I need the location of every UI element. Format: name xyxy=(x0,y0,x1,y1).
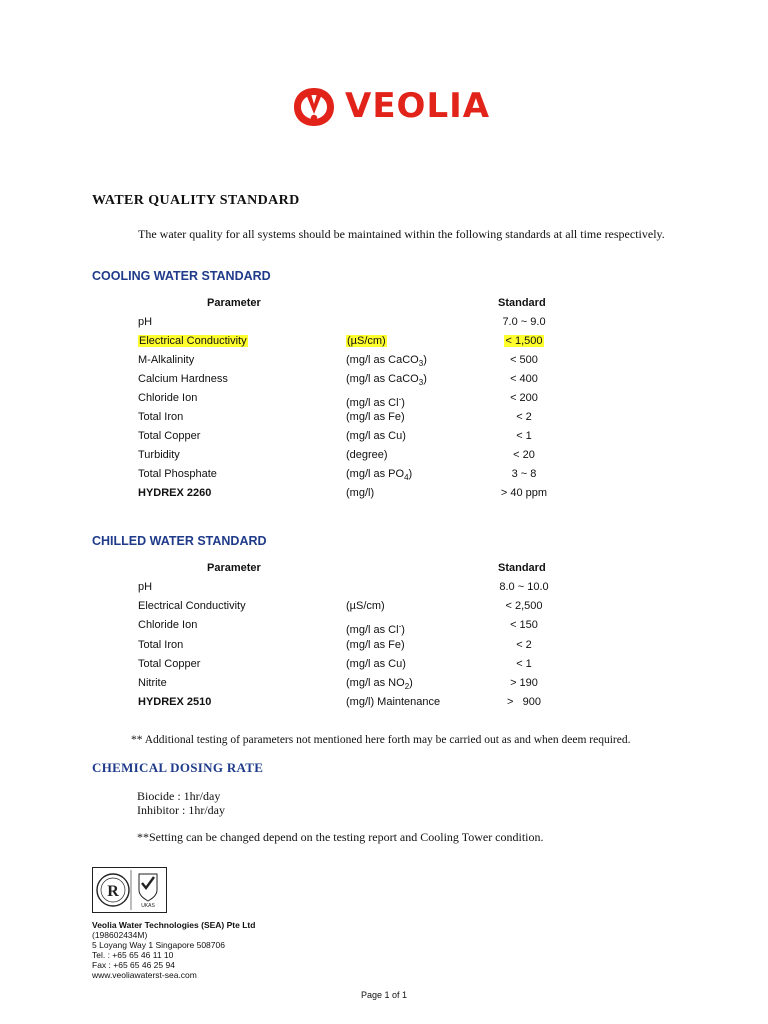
param-name: Total Phosphate xyxy=(138,468,217,480)
param-name: Chloride Ion xyxy=(138,619,198,632)
param-standard: 3 ~ 8 xyxy=(511,468,537,480)
param-standard: < 500 xyxy=(510,354,538,366)
certification-seal-icon xyxy=(93,868,166,912)
dosing-inhibitor: Inhibitor : 1hr/day xyxy=(137,803,225,817)
param-unit: (µS/cm) xyxy=(347,335,386,347)
param-standard: < 1 xyxy=(516,657,532,670)
footer-website[interactable]: www.veoliawaterst-sea.com xyxy=(92,970,197,980)
param-name: Chloride Ion xyxy=(138,392,198,404)
ukas-label: UKAS xyxy=(141,903,155,909)
param-name: pH xyxy=(138,581,153,593)
param-name: Total Iron xyxy=(138,638,184,651)
footer-fax: Fax : +65 65 46 25 94 xyxy=(92,960,175,970)
param-standard: < 200 xyxy=(510,392,538,404)
param-standard: 7.0 ~ 9.0 xyxy=(502,316,546,328)
page-number: Page 1 of 1 xyxy=(360,990,408,1000)
param-name: Electrical Conductivity xyxy=(138,600,246,613)
param-name: HYDREX 2510 xyxy=(138,696,212,709)
param-standard: < 400 xyxy=(510,373,538,385)
cooling-section-heading: COOLING WATER STANDARD xyxy=(92,269,271,283)
cooling-standard-header: Standard xyxy=(498,297,546,309)
param-unit: (mg/l as Cl-) xyxy=(346,621,405,637)
footer-registration: (198602434M) xyxy=(92,930,148,940)
chilled-section-heading: CHILLED WATER STANDARD xyxy=(92,534,267,548)
param-standard: < 2,500 xyxy=(505,600,543,613)
param-standard: < 150 xyxy=(510,619,538,632)
param-standard: < 1,500 xyxy=(505,335,543,347)
veolia-logo-icon xyxy=(290,84,338,130)
param-unit: (mg/l as Fe) xyxy=(346,638,405,651)
param-name: M-Alkalinity xyxy=(138,354,195,366)
param-unit: (mg/l as Cu) xyxy=(346,657,406,670)
param-name: Total Copper xyxy=(138,430,201,442)
param-name: Turbidity xyxy=(138,449,180,461)
param-name: Electrical Conductivity xyxy=(139,335,247,347)
param-unit: (mg/l as $NO_2$) xyxy=(346,677,413,692)
param-name: pH xyxy=(138,316,153,328)
document-title: WATER QUALITY STANDARD xyxy=(92,193,300,208)
param-unit: (mg/l as Cl-) xyxy=(346,394,405,409)
footer-company: Veolia Water Technologies (SEA) Pte Ltd xyxy=(92,920,256,930)
param-name: Nitrite xyxy=(138,677,167,689)
param-unit: (mg/l as Cu) xyxy=(346,430,406,442)
param-name: HYDREX 2260 xyxy=(138,487,212,499)
cooling-parameter-header: Parameter xyxy=(207,297,261,309)
param-standard: > 40 ppm xyxy=(500,487,548,499)
param-unit: (degree) xyxy=(346,449,388,461)
param-unit: (mg/l as CaCO$_3$) xyxy=(346,373,427,388)
param-name: Calcium Hardness xyxy=(138,373,228,385)
param-standard: 8.0 ~ 10.0 xyxy=(499,581,549,593)
footer-address: 5 Loyang Way 1 Singapore 508706 xyxy=(92,940,225,950)
intro-paragraph: The water quality for all systems should be maintained within the following standards at all time respectively. xyxy=(138,227,665,241)
param-unit: (mg/l) Maintenance xyxy=(346,696,441,709)
veolia-logo xyxy=(290,84,491,130)
footer-tel: Tel. : +65 65 46 11 10 xyxy=(92,950,174,960)
param-name: Total Iron xyxy=(138,411,184,423)
param-name: Total Copper xyxy=(138,657,201,670)
logo-wordmark: VEOLIA xyxy=(345,86,491,126)
param-standard: < 2 xyxy=(516,411,532,423)
chilled-parameter-header: Parameter xyxy=(207,562,261,574)
param-standard: < 20 xyxy=(513,449,535,461)
additional-testing-note: ** Additional testing of parameters not mentioned here forth may be carried out as and when deem required. xyxy=(131,734,631,746)
param-standard: > 900 xyxy=(507,696,541,709)
param-standard: < 2 xyxy=(516,638,532,651)
param-unit: (mg/l as Fe) xyxy=(346,411,405,423)
param-unit: (mg/l as CaCO$_3$) xyxy=(346,354,427,369)
param-standard: < 1 xyxy=(516,430,532,442)
dosing-note: **Setting can be changed depend on the testing report and Cooling Tower condition. xyxy=(137,830,544,844)
param-unit: (mg/l) xyxy=(346,487,375,499)
seal-letter: R xyxy=(107,883,119,900)
certification-badges xyxy=(92,867,167,913)
dosing-section-heading: CHEMICAL DOSING RATE xyxy=(92,760,264,775)
chilled-standard-header: Standard xyxy=(498,562,546,574)
dosing-biocide: Biocide : 1hr/day xyxy=(137,789,221,803)
param-unit: (mg/l as $PO_4$) xyxy=(346,468,413,483)
param-unit: (µS/cm) xyxy=(346,600,385,613)
param-standard: > 190 xyxy=(510,677,538,689)
